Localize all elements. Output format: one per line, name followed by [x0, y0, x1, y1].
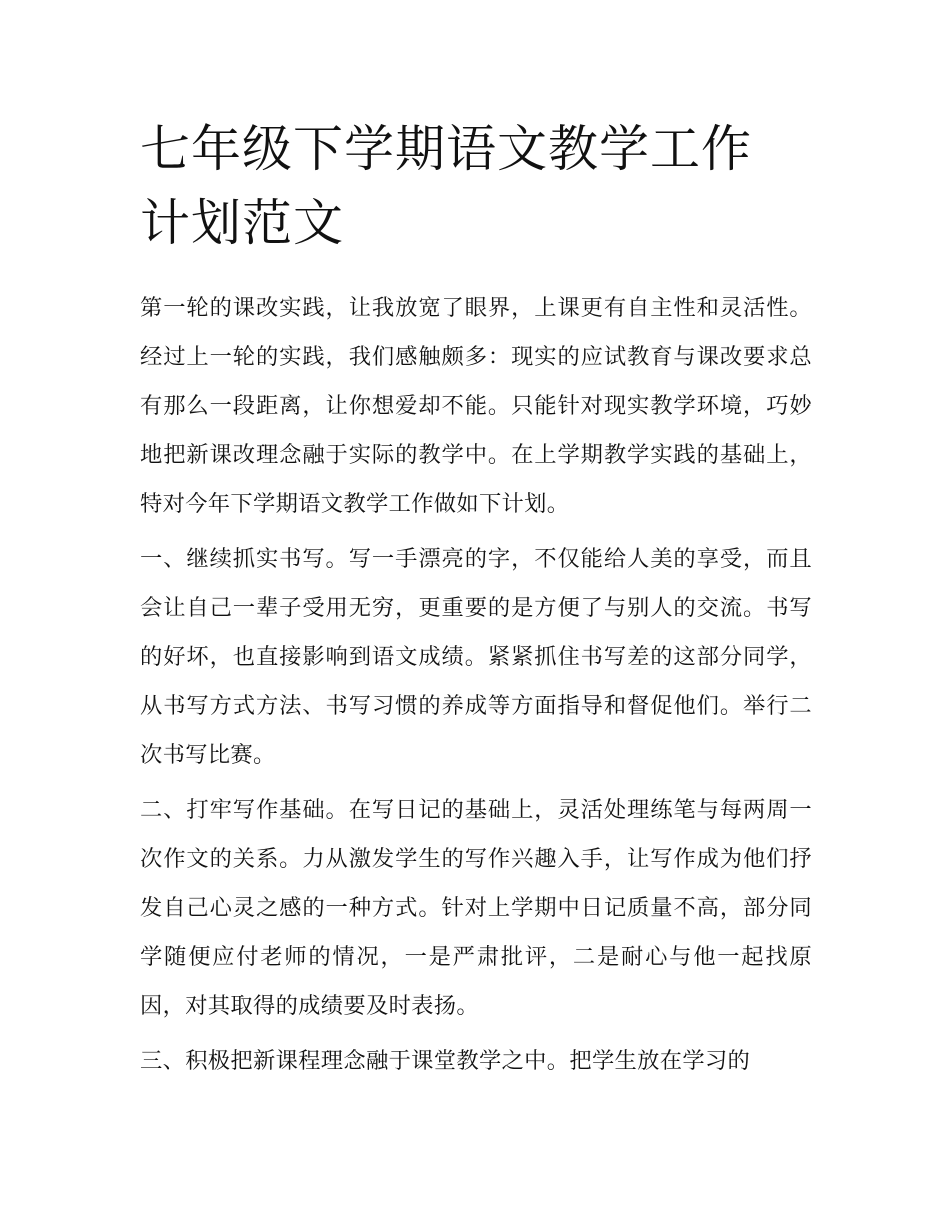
- paragraph-section-2: 二、打牢写作基础。在写日记的基础上，灵活处理练笔与每两周一次作文的关系。力从激发学生的写作兴趣入手，让写作成为他们抒发自己心灵之感的一种方式。针对上学期中日记质量不高，部分同学随便应付老师的情况，一是严肃批评，二是耐心与他一起找原因，对其取得的成绩要及时表扬。: [140, 797, 812, 1019]
- document-title: 七年级下学期语文教学工作计划范文: [140, 120, 752, 252]
- paragraph-section-1: 一、继续抓实书写。写一手漂亮的字，不仅能给人美的享受，而且会让自己一辈子受用无穷，更重要的是方便了与别人的交流。书写的好坏，也直接影响到语文成绩。紧紧抓住书写差的这部分同学，从书写方式方法、书写习惯的养成等方面指导和督促他们。举行二次书写比赛。: [140, 546, 812, 768]
- document-content: [140, 112, 812, 1092]
- paragraph-intro: 第一轮的课改实践，让我放宽了眼界，上课更有自主性和灵活性。经过上一轮的实践，我们感触颇多：现实的应试教育与课改要求总有那么一段距离，让你想爱却不能。只能针对现实教学环境，巧妙地把新课改理念融于实际的教学中。在上学期教学实践的基础上，特对今年下学期语文教学工作做如下计划。: [140, 295, 812, 517]
- document-body: [140, 284, 812, 1086]
- paragraph-section-3: 三、积极把新课程理念融于课堂教学之中。把学生放在学习的: [140, 1048, 751, 1074]
